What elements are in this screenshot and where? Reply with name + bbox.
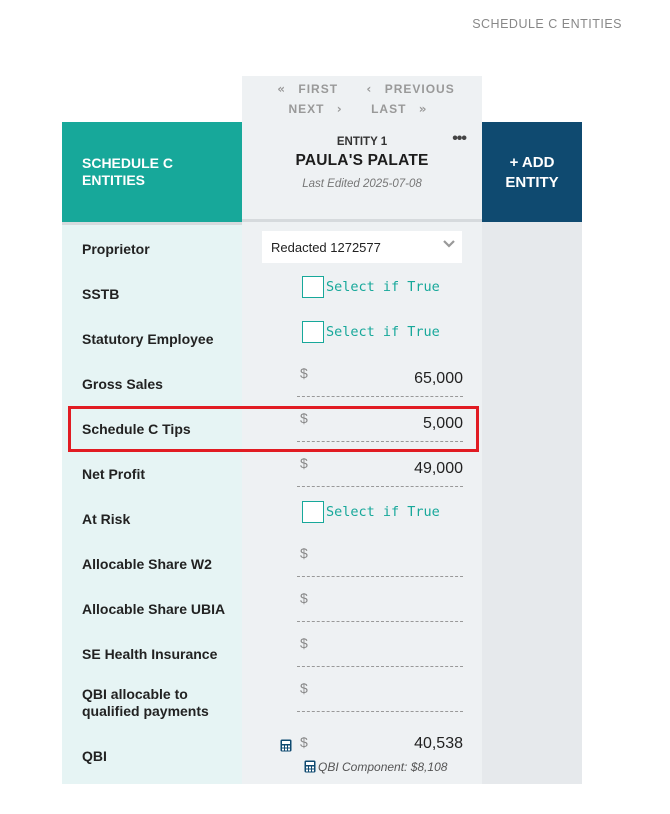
qbi-label: QBI xyxy=(82,748,107,764)
qbi-component: QBI Component: $8,108 xyxy=(318,760,448,774)
section-title: SCHEDULE C ENTITIES xyxy=(82,155,174,188)
qbi-qualified-payments-input[interactable] xyxy=(297,680,463,712)
currency-symbol: $ xyxy=(300,734,308,750)
last-edited: Last Edited 2025-07-08 xyxy=(302,178,422,190)
sstb-checkbox-label[interactable]: Select if True xyxy=(326,279,440,295)
qbi-qualified-payments-label xyxy=(82,686,209,720)
entity-number: ENTITY 1 xyxy=(336,136,388,148)
first-link[interactable]: « FIRST xyxy=(277,82,339,96)
net-profit-label: Net Profit xyxy=(82,466,145,482)
entity-card xyxy=(242,122,482,222)
at-risk-checkbox-label[interactable]: Select if True xyxy=(326,504,440,520)
se-health-insurance-input[interactable] xyxy=(297,635,463,667)
schedule-c-tips-value: 5,000 xyxy=(422,415,463,432)
entity-navigation xyxy=(242,76,482,122)
gross-sales-label: Gross Sales xyxy=(82,376,163,392)
qbi-qualified-payments-label-line1: QBI allocable to xyxy=(82,686,188,702)
calculator-icon[interactable] xyxy=(280,739,292,752)
proprietor-label: Proprietor xyxy=(82,241,150,257)
highlight-box xyxy=(68,406,479,452)
more-horizontal-icon[interactable]: ••• xyxy=(452,130,466,147)
qbi-value: 40,538 xyxy=(414,735,463,752)
next-link[interactable]: NEXT › xyxy=(288,102,343,116)
currency-symbol: $ xyxy=(300,635,308,651)
section-header xyxy=(62,122,242,222)
previous-link[interactable]: ‹ PREVIOUS xyxy=(366,82,455,96)
allocable-share-w2-label: Allocable Share W2 xyxy=(82,556,212,572)
chevron-left-icon: ‹ xyxy=(366,82,373,96)
entity-name: PAULA'S PALATE xyxy=(295,152,429,169)
currency-symbol: $ xyxy=(300,590,308,606)
statutory-employee-checkbox-label[interactable]: Select if True xyxy=(326,324,440,340)
schedule-c-tips-label: Schedule C Tips xyxy=(82,421,191,437)
proprietor-select-value: Redacted 1272577 xyxy=(271,240,381,255)
gross-sales-input[interactable] xyxy=(297,365,463,397)
currency-symbol: $ xyxy=(300,455,308,471)
allocable-share-w2-input[interactable] xyxy=(297,545,463,577)
qbi-qualified-payments-label-line2: qualified payments xyxy=(82,703,209,719)
double-chevron-left-icon: « xyxy=(277,82,287,96)
chevron-down-icon xyxy=(442,237,456,251)
allocable-share-ubia-input[interactable] xyxy=(297,590,463,622)
sstb-checkbox[interactable] xyxy=(302,276,324,298)
chevron-right-icon: › xyxy=(336,102,343,116)
add-entity-label: + ADD ENTITY xyxy=(505,154,559,191)
last-link[interactable]: LAST » xyxy=(371,102,428,116)
at-risk-checkbox[interactable] xyxy=(302,501,324,523)
sstb-label: SSTB xyxy=(82,286,120,302)
currency-symbol: $ xyxy=(300,410,308,426)
statutory-employee-label: Statutory Employee xyxy=(82,331,214,347)
currency-symbol: $ xyxy=(300,680,308,696)
currency-symbol: $ xyxy=(300,545,308,561)
net-profit-value: 49,000 xyxy=(414,460,463,477)
statutory-employee-checkbox[interactable] xyxy=(302,321,324,343)
allocable-share-ubia-label: Allocable Share UBIA xyxy=(82,601,226,617)
double-chevron-right-icon: » xyxy=(418,102,428,116)
add-entity-button[interactable] xyxy=(482,122,582,222)
se-health-insurance-label: SE Health Insurance xyxy=(82,646,218,662)
net-profit-input[interactable] xyxy=(297,455,463,487)
calculator-icon xyxy=(304,760,316,773)
at-risk-label: At Risk xyxy=(82,511,131,527)
proprietor-select[interactable] xyxy=(262,231,462,263)
page-label: SCHEDULE C ENTITIES xyxy=(472,17,622,31)
gross-sales-value: 65,000 xyxy=(414,370,463,387)
empty-entity-column xyxy=(482,222,582,784)
currency-symbol: $ xyxy=(300,365,308,381)
